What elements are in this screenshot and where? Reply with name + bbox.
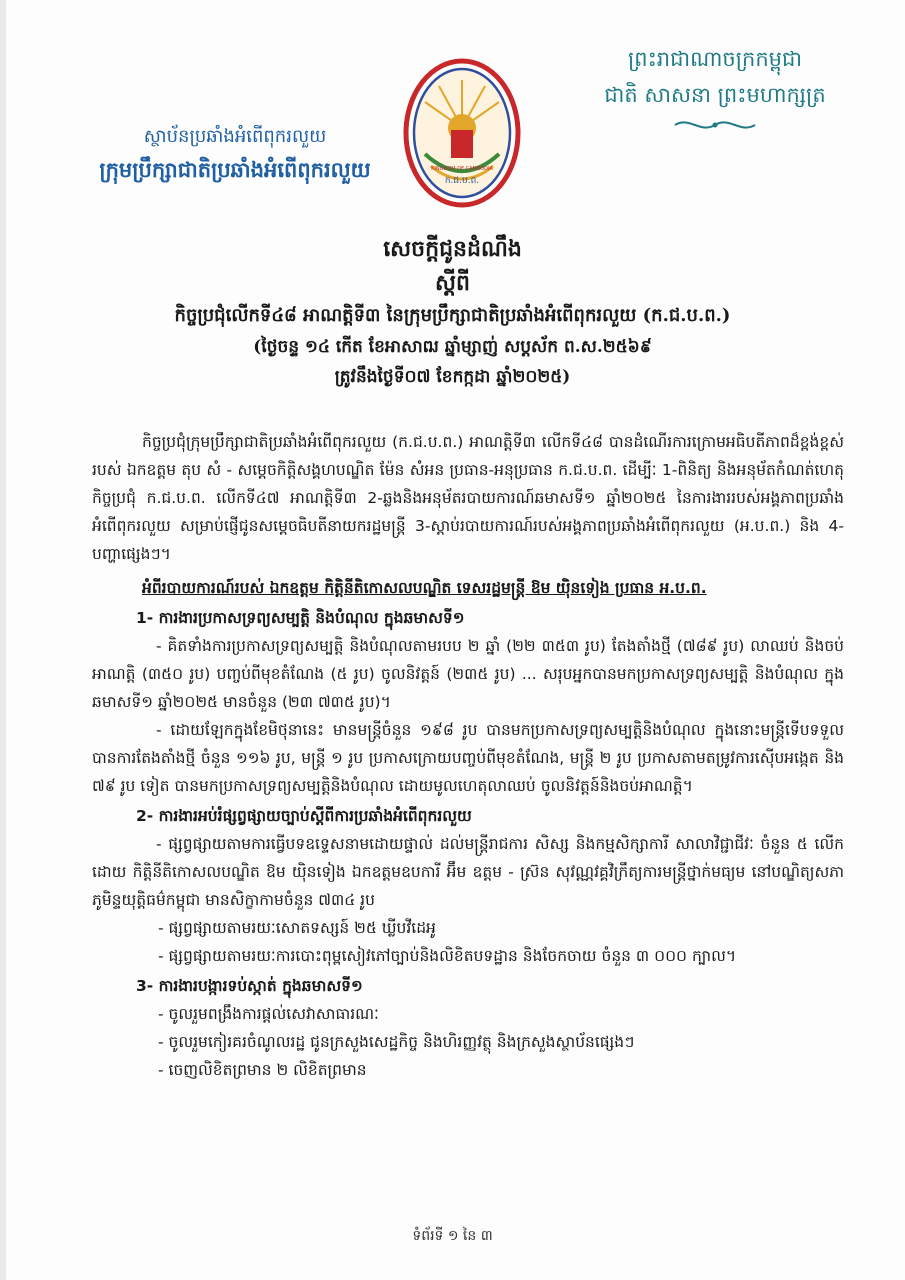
section-1-heading: 1- ការងារប្រកាសទ្រព្យសម្បត្តិ និងបំណុល ក្នុងឆមាសទី១: [136, 609, 465, 627]
seal-caption: KINGDOM OF CAMBODIA: [431, 166, 493, 172]
agency-seal-logo: [403, 58, 521, 208]
report-heading: អំពីរបាយការណ៍របស់ ឯកឧត្តម កិត្តិនីតិកោសលបណ្ឌិត ទេសរដ្ឋមន្ត្រី ឱម យ៉ិនទៀង ប្រធាន អ.ប.ព.: [142, 579, 707, 597]
title-lunar-date: (ថ្ងៃចន្ទ ១៤ កើត ខែអាសាឍ ឆ្នាំម្សាញ់ សប្តស័ក ព.ស.២៥៦៩: [253, 337, 652, 357]
agency-line-1: ស្ថាប័នប្រឆាំងអំពើពុករលួយ: [143, 126, 327, 147]
section-3-item-1: - ចូលរួមពង្រឹងការផ្តល់សេវាសាធារណៈ: [158, 1005, 379, 1023]
scan-edge: [0, 0, 6, 1280]
section-2-item-2: - ផ្សព្វផ្សាយតាមរយៈសោតទស្សន៍ ២៥ ឃ្លីបវីដេអូ: [158, 919, 436, 937]
ornament-icon: [670, 116, 760, 134]
section-3-item-2: - ចូលរួមកៀរគរចំណូលរដ្ឋ ជូនក្រសួងសេដ្ឋកិច្ច និងហិរញ្ញវត្ថុ និងក្រសួងស្ថាប័នផ្សេងៗ: [158, 1033, 635, 1051]
issuing-agency: [90, 124, 380, 186]
seal-abbreviation: ក.ជ.ប.ព.: [444, 176, 480, 186]
title-notice: សេចក្តីជូនដំណឹង: [383, 236, 522, 262]
section-3-heading: 3- ការងារបង្ការទប់ស្កាត់ ក្នុងឆមាសទី១: [136, 977, 363, 995]
intro-paragraph: កិច្ចប្រជុំក្រុមប្រឹក្សាជាតិប្រឆាំងអំពើពុករលួយ (ក.ជ.ប.ព.) អាណត្តិទី៣ លើកទី៤៨ បានដំណើរការក្រោមអធិបតីភាពដ៏ខ្ពង់ខ្ពស់របស់ ឯកឧត្តម តុប សំ - សម្តេចកិត្តិសង្គហបណ្ឌិត ម៉ែន សំអន ប្រធាន-អនុប្រធាន ក.ជ.ប.ព. ដើម្បីៈ 1-ពិនិត្យ និងអនុម័តកំណត់ហេតុកិច្ចប្រជុំ ក.ជ.ប.ព. លើកទី៤៧ អាណត្តិទី៣ 2-ឆ្លងនិងអនុម័តរបាយការណ៍ឆមាសទី១ ឆ្នាំ២០២៥ នៃការងាររបស់អង្គភាពប្រឆាំងអំពើពុករលួយ សម្រាប់ផ្ញើជូនសម្តេចធិបតីនាយករដ្ឋមន្ត្រី 3-ស្តាប់របាយការណ៍របស់អង្គភាពប្រឆាំងអំពើពុករលួយ (អ.ប.ព.) និង 4-បញ្ហាផ្សេងៗ។: [92, 433, 844, 563]
title-regarding: ស្តីពី: [435, 270, 470, 296]
section-2-item-3: - ផ្សព្វផ្សាយតាមរយៈការបោះពុម្ពសៀវភៅច្បាប់និងលិខិតបទដ្ឋាន និងចែកចាយ ចំនួន ៣ ០០០ ក្បាល។: [158, 947, 737, 965]
document-title-block: [60, 232, 845, 392]
section-2-heading: 2- ការងារអប់រំផ្សព្វផ្សាយច្បាប់ស្តីពីការប្រឆាំងអំពើពុករលួយ: [136, 807, 472, 825]
kingdom-motto: [590, 44, 840, 134]
document-body: [92, 428, 844, 1084]
agency-line-2: ក្រុមប្រឹក្សាជាតិប្រឆាំងអំពើពុករលួយ: [99, 158, 371, 182]
kingdom-line-1: ព្រះរាជាណាចក្រកម្ពុជា: [627, 47, 802, 71]
section-3-item-3: - ចេញលិខិតព្រមាន ២ លិខិតព្រមាន: [158, 1061, 367, 1079]
section-1-item-2: - ដោយឡែកក្នុងខែមិថុនានេះ មានមន្ត្រីចំនួន ១៩៨ រូប បានមកប្រកាសទ្រព្យសម្បត្តិនិងបំណុល ក្នុងនោះមន្ត្រីទើបទទួលបានការតែងតាំងថ្មី ចំនួន ១១៦ រូប, មន្ត្រី ១ រូប ប្រកាសក្រោយបញ្ចប់ពីមុខតំណែង, មន្ត្រី ២ រូប ប្រកាសតាមតម្រូវការស៊ើបអង្កេត និង ៧៩ រូប ទៀត បានមកប្រកាសទ្រព្យសម្បត្តិនិងបំណុល ដោយមូលហេតុលាឈប់ ចូលនិវត្តន៍និងចប់អាណត្តិ។: [92, 721, 844, 795]
kingdom-line-2: ជាតិ សាសនា ព្រះមហាក្សត្រ: [604, 83, 826, 107]
title-subject: កិច្ចប្រជុំលើកទី៤៨ អាណត្តិទី៣ នៃក្រុមប្រឹក្សាជាតិប្រឆាំងអំពើពុករលួយ (ក.ជ.ប.ព.): [174, 305, 731, 326]
title-solar-date: ត្រូវនឹងថ្ងៃទី០៧ ខែកក្កដា ឆ្នាំ២០២៥): [334, 367, 571, 387]
section-2-item-1: - ផ្សព្វផ្សាយតាមការធ្វើបទឧទ្ទេសនាមដោយផ្ទាល់ ដល់មន្ត្រីរាជការ សិស្ស និងកម្មសិក្សាការី សាលាវិជ្ជាជីវៈ ចំនួន ៥ លើក ដោយ កិត្តិនីតិកោសលបណ្ឌិត ឱម យ៉ិនទៀង ឯកឧត្តមឧបការី អ៊ឹម ឧត្តម - ស្រ៊ន សុវណ្ណវគ្គវិក្រឹត្យការមន្ត្រីថ្នាក់មធ្យម នៅបណ្ឌិត្យសភាភូមិន្ទយុត្តិធម៌កម្ពុជា មានសិក្ខាកាមចំនួន ៧៣៤ រូប: [92, 835, 844, 909]
section-1-item-1: - គិតទាំងការប្រកាសទ្រព្យសម្បត្តិ និងបំណុលតាមរបប ២ ឆ្នាំ (២២ ៣៥៣ រូប) តែងតាំងថ្មី (៧៨៩ រូប) លាឈប់ និងចប់អាណត្តិ (៣៥០ រូប) បញ្ចប់ពីមុខតំណែង (៥ រូប) ចូលនិវត្តន៍ (២៣៥ រូប) ... សរុបអ្នកបានមកប្រកាសទ្រព្យសម្បត្តិ និងបំណុល ក្នុងឆមាសទី១ ឆ្នាំ២០២៥ មានចំនួន (២៣ ៧៣៥ រូប)។: [92, 637, 844, 711]
page-number: ទំព័រទី ១ នៃ ៣: [412, 1228, 493, 1244]
